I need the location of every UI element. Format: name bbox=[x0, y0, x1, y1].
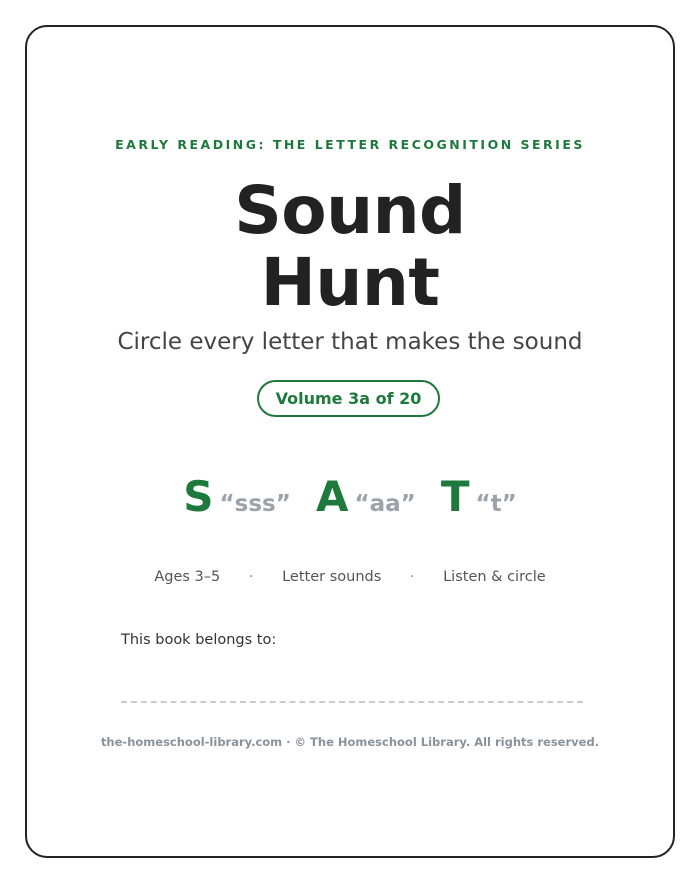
letter: A bbox=[315, 472, 349, 521]
title-line-2: Hunt bbox=[260, 244, 440, 321]
title-line-1: Sound bbox=[234, 172, 466, 249]
owner-label: This book belongs to: bbox=[121, 632, 277, 648]
subtitle: Circle every letter that makes the sound bbox=[117, 329, 583, 355]
sound-group-s bbox=[183, 472, 291, 521]
sound-group-t bbox=[441, 472, 517, 521]
meta-ages: Ages 3–5 bbox=[154, 569, 221, 585]
letter-sound: “t” bbox=[475, 491, 517, 517]
meta-activity: Listen & circle bbox=[443, 569, 546, 585]
letter: S bbox=[183, 472, 214, 521]
meta-separator: · bbox=[409, 569, 415, 585]
series-label: EARLY READING: THE LETTER RECOGNITION SERIES bbox=[115, 137, 585, 152]
letter-sound: “aa” bbox=[354, 491, 416, 517]
letter-sounds-row bbox=[27, 472, 673, 521]
sound-group-a bbox=[316, 472, 416, 521]
meta-info bbox=[27, 569, 673, 585]
meta-separator: · bbox=[248, 569, 254, 585]
meta-topic: Letter sounds bbox=[282, 569, 382, 585]
letter-sound: “sss” bbox=[219, 491, 291, 517]
footer-copyright: the-homeschool-library.com · © The Homeschool Library. All rights reserved. bbox=[100, 735, 600, 749]
cover-content bbox=[27, 27, 673, 856]
letter: T bbox=[440, 472, 470, 521]
page-title bbox=[27, 172, 673, 321]
volume-badge: Volume 3a of 20 bbox=[257, 380, 440, 417]
book-cover bbox=[25, 25, 675, 858]
owner-name-line bbox=[121, 701, 583, 703]
